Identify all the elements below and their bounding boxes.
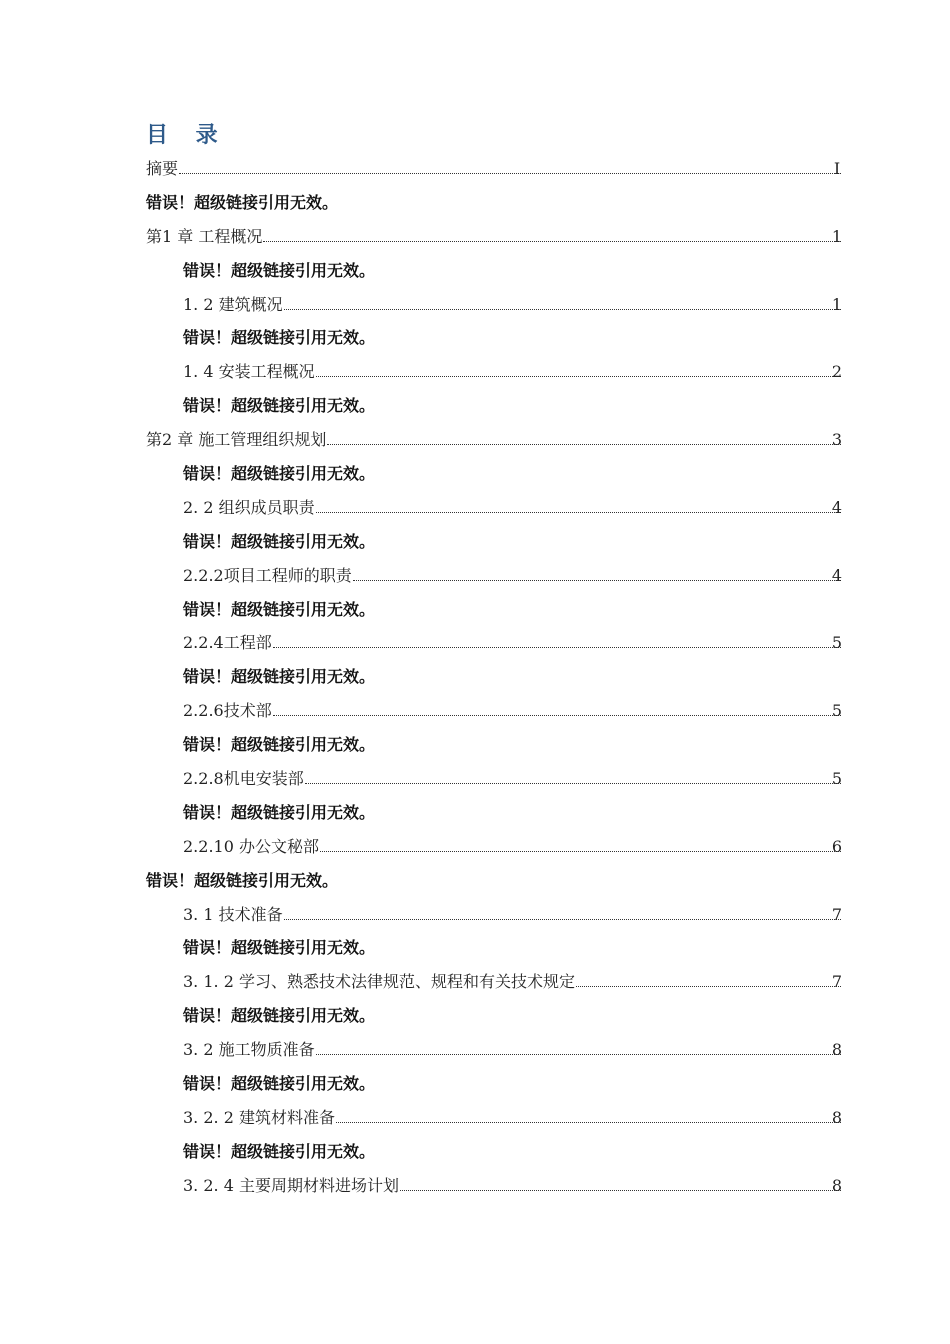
toc-error-message: 错误！超级链接引用无效。 [183,1074,376,1094]
toc-page-number: 4 [831,565,843,585]
toc-title: 目 录 [146,123,228,148]
toc-row [0,559,950,593]
toc-error-message: 错误！超级链接引用无效。 [146,192,339,212]
toc-row [0,694,950,728]
toc-error-message: 错误！超级链接引用无效。 [183,938,376,958]
table-of-contents [0,152,950,1203]
toc-error-message: 错误！超级链接引用无效。 [183,735,376,755]
toc-error-row [0,1135,950,1169]
toc-entry-link[interactable] [183,1175,842,1197]
toc-entry-label: 2.2.8机电安装部 [183,769,304,789]
toc-page-number: 5 [831,633,843,653]
toc-error-row [0,931,950,965]
toc-error-message: 错误！超级链接引用无效。 [183,328,376,348]
toc-entry-label: 3. 2. 4 主要周期材料进场计划 [183,1175,399,1195]
toc-error-row [0,457,950,491]
toc-error-row [0,1067,950,1101]
toc-row [0,1101,950,1135]
toc-error-message: 错误！超级链接引用无效。 [146,870,339,890]
toc-error-message: 错误！超级链接引用无效。 [183,802,376,822]
toc-entry-label: 3. 1 技术准备 [183,904,283,924]
toc-page-number: 1 [831,294,843,314]
toc-page-number: I [833,159,841,178]
dot-leader [400,1190,841,1191]
toc-entry-link[interactable] [183,1107,842,1129]
toc-entry-link[interactable] [146,429,842,451]
toc-entry-label: 第1 章 工程概况 [146,226,263,246]
toc-page-number: 8 [831,1040,843,1060]
dot-leader [273,647,841,648]
toc-error-message: 错误！超级链接引用无效。 [183,531,376,551]
dot-leader [284,919,841,920]
dot-leader [284,309,841,310]
toc-entry-label: 2.2.4工程部 [183,633,272,653]
toc-entry-label: 3. 1. 2 学习、熟悉技术法律规范、规程和有关技术规定 [183,972,575,992]
toc-row [0,355,950,389]
toc-row [0,1169,950,1203]
toc-entry-link[interactable] [183,294,842,316]
toc-page-number: 7 [831,904,843,924]
toc-error-row [0,389,950,423]
toc-entry-label: 2.2.10 办公文秘部 [183,836,319,856]
toc-error-message: 错误！超级链接引用无效。 [183,667,376,687]
toc-row [0,288,950,322]
toc-entry-label: 1. 4 安装工程概况 [183,362,315,382]
toc-page-number: 5 [831,769,843,789]
toc-entry-label: 2. 2 组织成员职责 [183,497,315,517]
toc-error-row [0,864,950,898]
toc-entry-link[interactable] [183,700,842,722]
dot-leader [273,715,841,716]
toc-entry-link[interactable] [183,904,842,926]
toc-row [0,491,950,525]
toc-page-number: 7 [831,972,843,992]
dot-leader [305,783,841,784]
toc-entry-label: 2.2.2项目工程师的职责 [183,565,352,585]
toc-entry-link[interactable] [183,1039,842,1061]
toc-row [0,220,950,254]
toc-error-message: 错误！超级链接引用无效。 [183,1006,376,1026]
toc-error-row [0,796,950,830]
toc-row [0,830,950,864]
toc-entry-label: 第2 章 施工管理组织规划 [146,430,327,450]
toc-entry-link[interactable] [146,158,842,180]
toc-error-message: 错误！超级链接引用无效。 [183,396,376,416]
toc-page-number: 6 [831,836,843,856]
toc-entry-label: 3. 2 施工物质准备 [183,1040,315,1060]
toc-page-number: 1 [831,226,843,246]
toc-entry-link[interactable] [183,497,842,519]
toc-row [0,965,950,999]
toc-entry-link[interactable] [183,632,842,654]
toc-page-number: 2 [831,362,843,382]
toc-entry-link[interactable] [183,768,842,790]
toc-row [0,1033,950,1067]
toc-page-number: 5 [831,701,843,721]
dot-leader [179,173,841,174]
toc-error-message: 错误！超级链接引用无效。 [183,260,376,280]
toc-error-message: 错误！超级链接引用无效。 [183,599,376,619]
dot-leader [263,241,841,242]
toc-entry-label: 2.2.6技术部 [183,701,272,721]
toc-entry-link[interactable] [183,361,842,383]
toc-error-row [0,660,950,694]
toc-error-row [0,254,950,288]
dot-leader [353,580,841,581]
toc-error-row [0,999,950,1033]
toc-page-number: 3 [831,430,843,450]
toc-error-message: 错误！超级链接引用无效。 [183,1141,376,1161]
dot-leader [336,1122,841,1123]
toc-row [0,152,950,186]
toc-row [0,626,950,660]
dot-leader [576,986,841,987]
dot-leader [320,851,841,852]
toc-page-number: 8 [831,1175,843,1195]
dot-leader [316,1054,841,1055]
toc-error-row [0,728,950,762]
dot-leader [316,512,841,513]
toc-entry-link[interactable] [183,565,842,587]
toc-entry-label: 摘要 [146,159,179,178]
toc-page-number: 4 [831,497,843,517]
toc-error-row [0,321,950,355]
toc-entry-link[interactable] [183,971,842,993]
toc-error-row [0,186,950,220]
toc-row [0,762,950,796]
toc-error-message: 错误！超级链接引用无效。 [183,464,376,484]
toc-entry-label: 1. 2 建筑概况 [183,294,283,314]
toc-entry-link[interactable] [146,226,842,248]
toc-row [0,423,950,457]
toc-entry-link[interactable] [183,836,842,858]
toc-error-row [0,593,950,627]
dot-leader [316,376,841,377]
toc-row [0,898,950,932]
toc-entry-label: 3. 2. 2 建筑材料准备 [183,1107,335,1127]
toc-page-number: 8 [831,1107,843,1127]
toc-error-row [0,525,950,559]
dot-leader [327,444,841,445]
